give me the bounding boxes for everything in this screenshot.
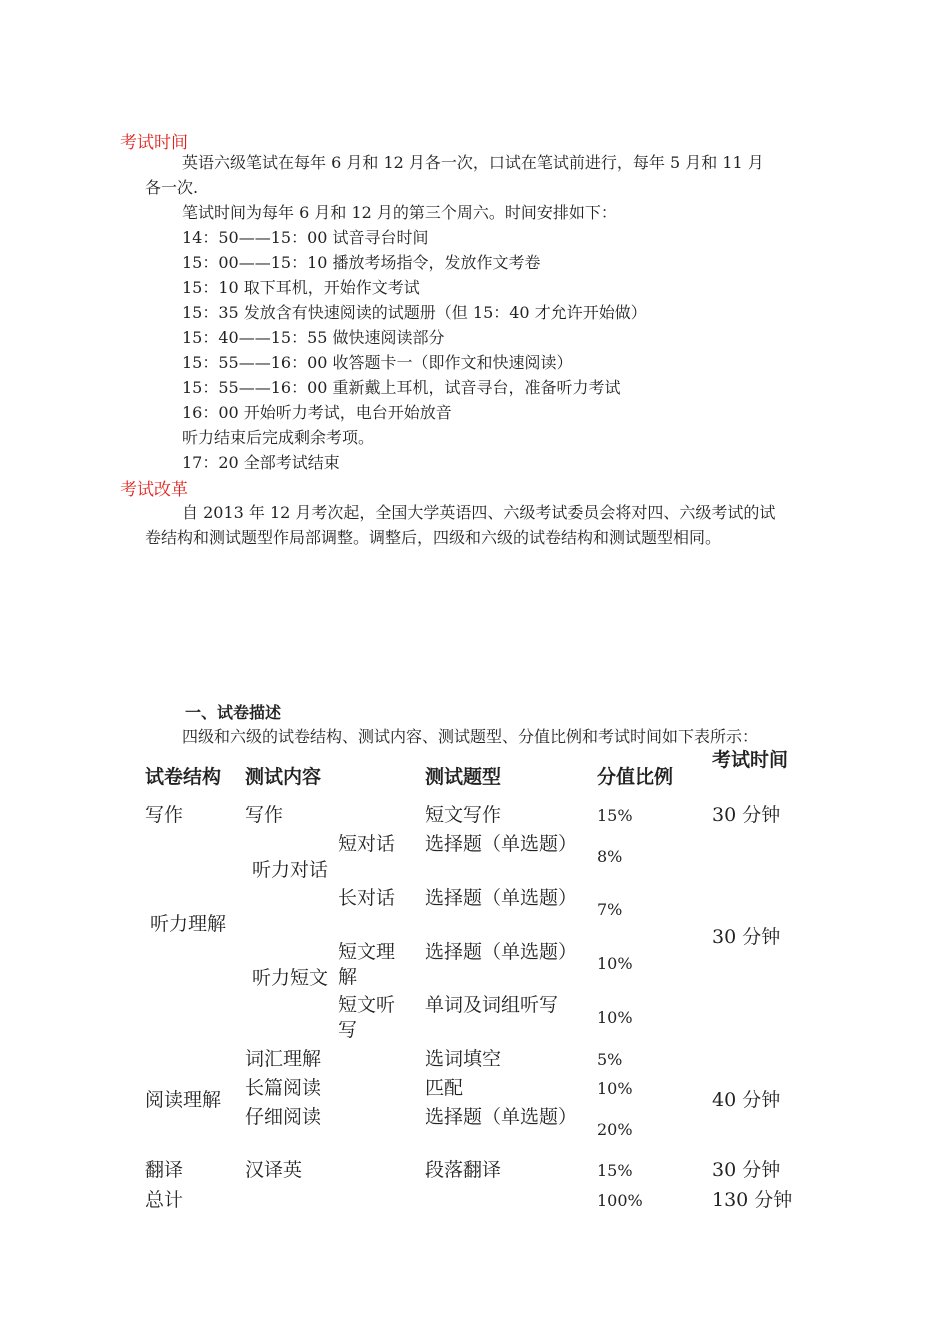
cell-structure-translation: 翻译 — [145, 1159, 184, 1181]
cell-score-listening: 10% — [597, 954, 633, 973]
schedule-item: 听力结束后完成剩余考项。 — [182, 428, 375, 447]
cell-type-reading: 选词填空 — [425, 1048, 502, 1070]
table-header-content: 测试内容 — [245, 766, 322, 788]
section-heading-reform: 考试改革 — [120, 480, 188, 500]
schedule-item: 15：55——16：00 收答题卡一（即作文和快速阅读） — [182, 353, 573, 372]
cell-score-writing: 15% — [597, 806, 633, 825]
cell-content-reading: 词汇理解 — [245, 1048, 322, 1070]
exam-time-para1-line2: 各一次. — [145, 178, 199, 197]
table-header-time: 考试时间 — [712, 749, 789, 771]
cell-group-listening-dialogue: 听力对话 — [252, 859, 329, 881]
cell-sub-listening: 短文听写 — [338, 994, 396, 1041]
schedule-item: 15：10 取下耳机，开始作文考试 — [182, 278, 420, 297]
schedule-item: 16：00 开始听力考试，电台开始放音 — [182, 403, 452, 422]
cell-type-writing: 短文写作 — [425, 804, 502, 826]
cell-sub-listening: 短对话 — [338, 833, 396, 855]
section-heading-paper-description: 一、试卷描述 — [185, 703, 282, 722]
cell-content-translation: 汉译英 — [245, 1159, 303, 1181]
cell-content-reading: 长篇阅读 — [245, 1077, 322, 1099]
schedule-item: 15：00——15：10 播放考场指令，发放作文考卷 — [182, 253, 541, 272]
cell-type-listening: 选择题（单选题） — [425, 833, 578, 855]
table-header-type: 测试题型 — [425, 766, 502, 788]
cell-type-reading: 选择题（单选题） — [425, 1106, 578, 1128]
cell-score-listening: 10% — [597, 1008, 633, 1027]
cell-score-reading: 20% — [597, 1120, 633, 1139]
cell-time-total: 130 分钟 — [712, 1189, 793, 1211]
cell-score-total: 100% — [597, 1191, 643, 1210]
cell-type-reading: 匹配 — [425, 1077, 464, 1099]
cell-time-listening: 30 分钟 — [712, 926, 781, 948]
cell-type-listening: 选择题（单选题） — [425, 887, 578, 909]
cell-time-writing: 30 分钟 — [712, 804, 781, 826]
exam-time-para1-line1: 英语六级笔试在每年 6 月和 12 月各一次，口试在笔试前进行，每年 5 月和 11 月 — [182, 153, 764, 172]
cell-content-writing: 写作 — [245, 804, 284, 826]
cell-structure-writing: 写作 — [145, 804, 184, 826]
schedule-item: 15：55——16：00 重新戴上耳机，试音寻台，准备听力考试 — [182, 378, 621, 397]
cell-time-reading: 40 分钟 — [712, 1089, 781, 1111]
cell-structure-reading: 阅读理解 — [145, 1089, 222, 1111]
cell-score-reading: 10% — [597, 1079, 633, 1098]
cell-score-translation: 15% — [597, 1161, 633, 1180]
schedule-item: 15：40——15：55 做快速阅读部分 — [182, 328, 445, 347]
reform-line1: 自 2013 年 12 月考次起，全国大学英语四、六级考试委员会将对四、六级考试的试 — [182, 503, 776, 522]
cell-score-listening: 8% — [597, 847, 623, 866]
schedule-item: 14：50——15：00 试音寻台时间 — [182, 228, 429, 247]
cell-type-listening: 单词及词组听写 — [425, 994, 559, 1016]
cell-group-listening-passage: 听力短文 — [252, 967, 329, 989]
reform-line2: 卷结构和测试题型作局部调整。调整后，四级和六级的试卷结构和测试题型相同。 — [145, 528, 722, 547]
cell-type-translation: 段落翻译 — [425, 1159, 502, 1181]
cell-score-reading: 5% — [597, 1050, 623, 1069]
table-header-structure: 试卷结构 — [145, 766, 222, 788]
schedule-item: 17：20 全部考试结束 — [182, 453, 340, 472]
cell-structure-total: 总计 — [145, 1189, 184, 1211]
section-heading-exam-time: 考试时间 — [120, 133, 188, 153]
section1-intro: 四级和六级的试卷结构、测试内容、测试题型、分值比例和考试时间如下表所示： — [182, 727, 759, 746]
table-header-score: 分值比例 — [597, 766, 674, 788]
cell-content-reading: 仔细阅读 — [245, 1106, 322, 1128]
schedule-item: 15：35 发放含有快速阅读的试题册（但 15：40 才允许开始做） — [182, 303, 647, 322]
exam-time-para2: 笔试时间为每年 6 月和 12 月的第三个周六。时间安排如下： — [182, 203, 617, 222]
cell-score-listening: 7% — [597, 900, 623, 919]
cell-time-translation: 30 分钟 — [712, 1159, 781, 1181]
cell-type-listening: 选择题（单选题） — [425, 941, 578, 963]
cell-structure-listening: 听力理解 — [150, 913, 227, 935]
cell-sub-listening: 短文理解 — [338, 941, 396, 988]
cell-sub-listening: 长对话 — [338, 887, 396, 909]
